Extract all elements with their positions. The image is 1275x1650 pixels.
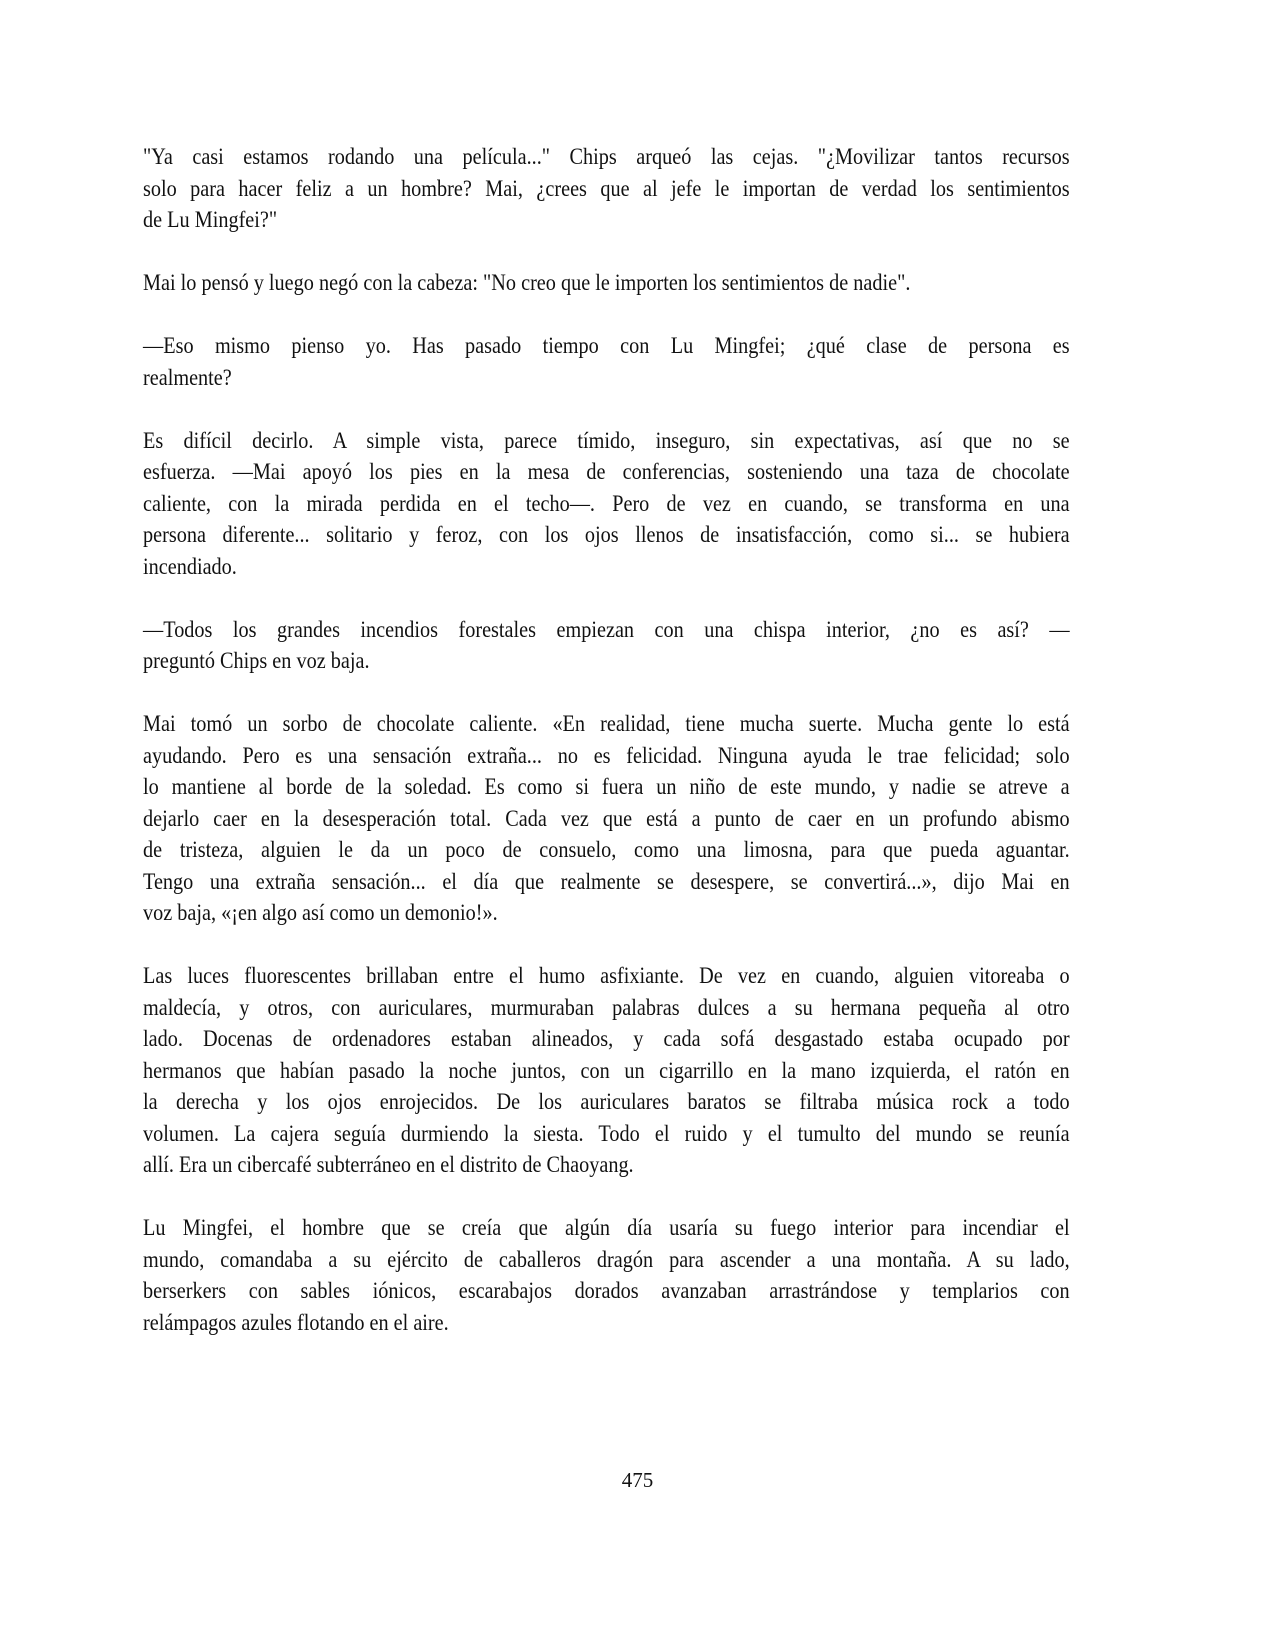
text-line: ayudando. Pero es una sensación extraña... no es felicidad. Ninguna ayuda le trae felicidad; solo <box>143 742 1070 768</box>
text-line: preguntó Chips en voz baja. <box>143 648 370 673</box>
text-line: caliente, con la mirada perdida en el techo—. Pero de vez en cuando, se transforma en una <box>143 490 1070 516</box>
text-line: Mai tomó un sorbo de chocolate caliente. «En realidad, tiene mucha suerte. Mucha gente lo está <box>143 711 1070 736</box>
text-line: Las luces fluorescentes brillaban entre el humo asfixiante. De vez en cuando, alguien vitoreaba o <box>143 963 1070 988</box>
text-line: la derecha y los ojos enrojecidos. De los auriculares baratos se filtraba música rock a todo <box>143 1089 1070 1114</box>
paragraph <box>143 267 1070 299</box>
text-line: —Todos los grandes incendios forestales empiezan con una chispa interior, ¿no es así? — <box>143 616 1070 642</box>
paragraph <box>143 330 1070 393</box>
text-line: berserkers con sables iónicos, escarabajos dorados avanzaban arrastrándose y templarios con <box>143 1278 1070 1303</box>
text-line: hermanos que habían pasado la noche juntos, con un cigarrillo en la mano izquierda, el ratón en <box>143 1057 1070 1083</box>
text-line: realmente? <box>143 364 232 390</box>
paragraph <box>143 708 1070 929</box>
text-line: allí. Era un cibercafé subterráneo en el distrito de Chaoyang. <box>143 1152 634 1177</box>
text-line: voz baja, «¡en algo así como un demonio!». <box>143 900 498 925</box>
text-line: persona diferente... solitario y feroz, con los ojos llenos de insatisfacción, como si... se hubiera <box>143 522 1070 547</box>
text-line: incendiado. <box>143 553 237 579</box>
text-line: maldecía, y otros, con auriculares, murmuraban palabras dulces a su hermana pequeña al otro <box>143 994 1070 1020</box>
paragraph <box>143 141 1070 236</box>
text-line: volumen. La cajera seguía durmiendo la siesta. Todo el ruido y el tumulto del mundo se reunía <box>143 1120 1070 1146</box>
text-line: "Ya casi estamos rodando una película..." Chips arqueó las cejas. "¿Movilizar tantos recursos <box>143 144 1070 169</box>
text-line: Mai lo pensó y luego negó con la cabeza: "No creo que le importen los sentimientos de nadie". <box>143 270 911 295</box>
text-line: esfuerza. —Mai apoyó los pies en la mesa de conferencias, sosteniendo una taza de chocolate <box>143 459 1070 484</box>
page-number: 475 <box>621 1468 654 1492</box>
paragraph <box>143 960 1070 1181</box>
text-line: mundo, comandaba a su ejército de caballeros dragón para ascender a una montaña. A su lado, <box>143 1246 1070 1272</box>
text-line: lo mantiene al borde de la soledad. Es como si fuera un niño de este mundo, y nadie se atreve a <box>143 774 1070 799</box>
text-line: —Eso mismo pienso yo. Has pasado tiempo con Lu Mingfei; ¿qué clase de persona es <box>143 333 1070 358</box>
text-line: de tristeza, alguien le da un poco de consuelo, como una limosna, para que pueda aguantar. <box>143 837 1070 862</box>
text-line: Lu Mingfei, el hombre que se creía que algún día usaría su fuego interior para incendiar el <box>143 1215 1070 1240</box>
text-line: Tengo una extraña sensación... el día que realmente se desespere, se convertirá...», dijo Mai en <box>143 868 1070 894</box>
paragraph <box>143 1212 1070 1338</box>
text-line: solo para hacer feliz a un hombre? Mai, ¿crees que al jefe le importan de verdad los sentimientos <box>143 175 1070 201</box>
page-body <box>143 141 1070 1370</box>
text-line: lado. Docenas de ordenadores estaban alineados, y cada sofá desgastado estaba ocupado por <box>143 1026 1070 1051</box>
text-line: Es difícil decirlo. A simple vista, parece tímido, inseguro, sin expectativas, así que no se <box>143 427 1070 453</box>
text-line: relámpagos azules flotando en el aire. <box>143 1309 449 1335</box>
paragraph <box>143 425 1070 583</box>
text-line: dejarlo caer en la desesperación total. Cada vez que está a punto de caer en un profundo abismo <box>143 805 1070 831</box>
text-line: de Lu Mingfei?" <box>143 207 278 232</box>
paragraph <box>143 614 1070 677</box>
